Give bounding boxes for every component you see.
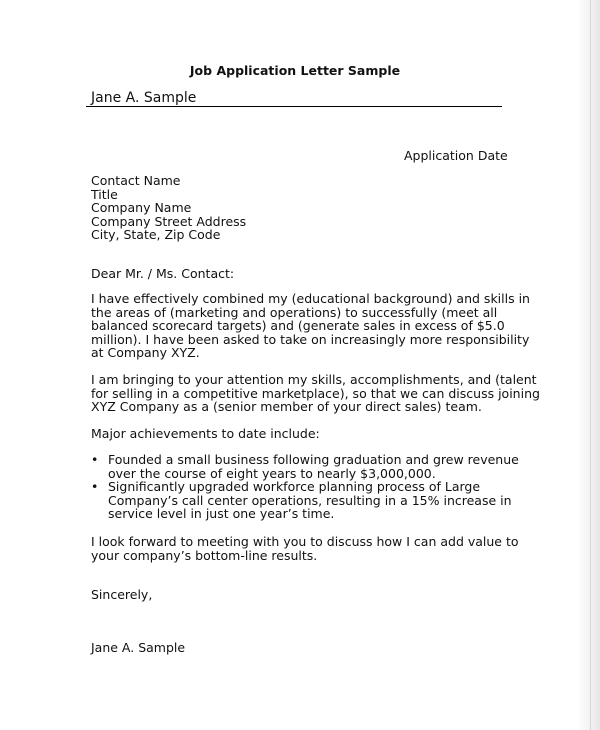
paragraph-line: your company’s bottom-line results. <box>91 547 318 563</box>
bullet-icon: • <box>91 479 99 495</box>
achievement-line: over the course of eight years to nearly $3,000,000. <box>108 465 436 481</box>
recipient-address-block <box>91 174 246 242</box>
paragraph-line: the areas of (marketing and operations) to successfully (meet all <box>91 304 498 320</box>
page-edge <box>578 0 600 730</box>
achievement-text <box>108 480 512 521</box>
achievement-item <box>91 480 519 521</box>
bullet-icon: • <box>91 452 99 467</box>
achievement-line: Founded a small business following graduation and grew revenue <box>108 452 519 467</box>
paragraph-experience <box>91 292 530 360</box>
paragraph-line: XYZ Company as a (senior member of your direct sales) team. <box>91 399 482 415</box>
paragraph-line: for selling in a competitive marketplace), so that we can discuss joining <box>91 385 540 401</box>
author-underline <box>86 106 502 107</box>
paragraph-skills <box>91 373 540 414</box>
paragraph-line: million). I have been asked to take on increasingly more responsibility <box>91 331 530 347</box>
achievement-line: service level in just one year’s time. <box>108 506 335 522</box>
document-title: Job Application Letter Sample <box>189 63 401 78</box>
recipient-street-address: Company Street Address <box>91 213 247 229</box>
achievement-item <box>91 453 519 480</box>
achievement-line: Company’s call center operations, resulting in a 15% increase in <box>108 492 512 508</box>
paragraph-line: I look forward to meeting with you to discuss how I can add value to <box>91 534 519 549</box>
paragraph-line: I have effectively combined my (educational background) and skills in <box>91 291 530 306</box>
application-date: Application Date <box>404 148 508 163</box>
signature: Jane A. Sample <box>91 640 186 655</box>
paragraph-line: balanced scorecard targets) and (generate sales in excess of $5.0 <box>91 318 505 334</box>
recipient-company-name: Company Name <box>91 200 192 216</box>
achievements-intro: Major achievements to date include: <box>91 426 320 441</box>
salutation: Dear Mr. / Ms. Contact: <box>91 266 235 281</box>
recipient-title: Title <box>91 186 118 202</box>
recipient-city-state-zip: City, State, Zip Code <box>91 227 221 243</box>
closing: Sincerely, <box>91 587 153 602</box>
page-edge-line <box>590 0 591 730</box>
author-name: Jane A. Sample <box>91 90 197 106</box>
achievement-text <box>108 453 519 480</box>
paragraph-line: I am bringing to your attention my skills, accomplishments, and (talent <box>91 372 537 387</box>
achievement-line: Significantly upgraded workforce planning process of Large <box>108 479 481 495</box>
recipient-contact-name: Contact Name <box>91 173 181 188</box>
paragraph-closing <box>91 535 519 562</box>
paragraph-line: at Company XYZ. <box>91 345 200 361</box>
achievements-list <box>91 453 519 521</box>
